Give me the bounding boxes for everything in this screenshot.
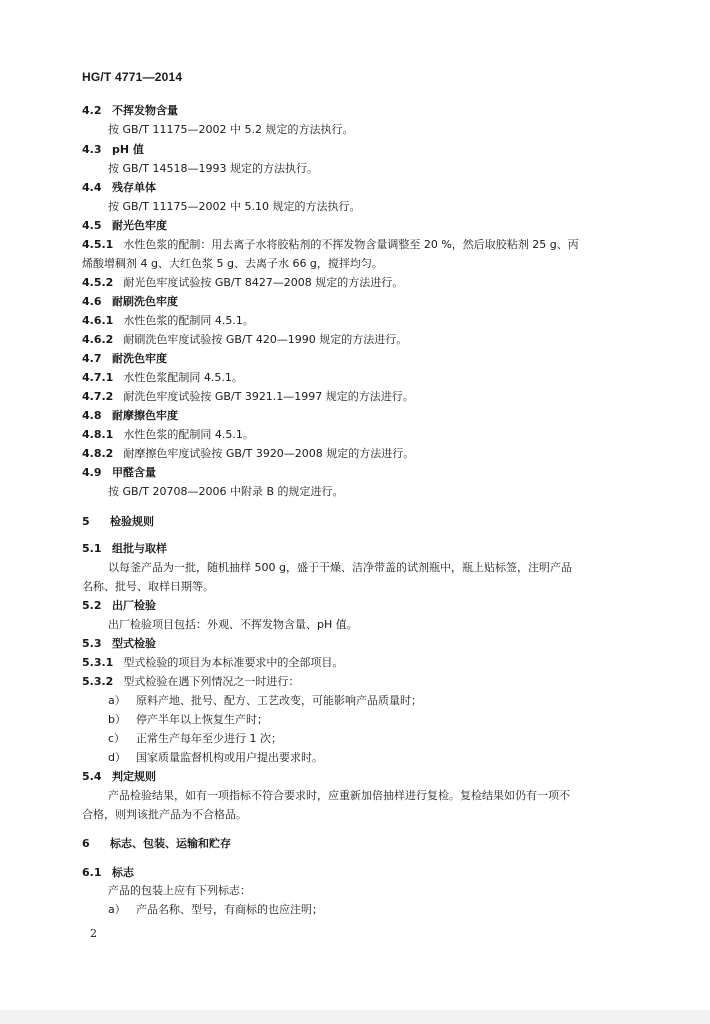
- list-marker: c）: [108, 732, 126, 745]
- clause-5-3-2: [82, 675, 299, 689]
- list-item: [108, 694, 422, 708]
- list-item: [108, 903, 323, 917]
- heading-5-4: [82, 770, 156, 784]
- heading-number: 6.1: [82, 866, 102, 879]
- heading-number: 5.3: [82, 637, 102, 650]
- clause-text: 水性色浆的配制同 4.5.1。: [123, 428, 254, 441]
- list-text: 国家质量监督机构或用户提出要求时。: [136, 751, 323, 764]
- clause-4-5-2: [82, 276, 403, 290]
- clause-4-5-1: [82, 238, 579, 252]
- clause-4-8-2: [82, 447, 414, 461]
- list-marker: a）: [108, 903, 126, 916]
- paragraph: 产品检验结果，如有一项指标不符合要求时，应重新加倍抽样进行复检。复检结果如仍有一项不: [108, 789, 570, 802]
- heading-5-2: [82, 599, 156, 613]
- heading-number: 4.4: [82, 181, 102, 194]
- heading-4-9: [82, 466, 156, 480]
- page-number: 2: [90, 927, 97, 940]
- clause-number: 4.8.1: [82, 428, 114, 441]
- paragraph: 出厂检验项目包括：外观、不挥发物含量、pH 值。: [108, 618, 358, 631]
- heading-title: 耐摩擦色牢度: [112, 409, 178, 422]
- clause-5-3-1: [82, 656, 343, 670]
- heading-4-3: [82, 143, 144, 157]
- list-item: [108, 732, 282, 746]
- heading-number: 4.2: [82, 104, 102, 117]
- heading-5-3: [82, 637, 156, 651]
- clause-number: 4.5.2: [82, 276, 114, 289]
- clause-text: 水性色浆的配制同 4.5.1。: [123, 314, 254, 327]
- paragraph: 以每釜产品为一批，随机抽样 500 g，盛于干燥、洁净带盖的试剂瓶中，瓶上贴标签，注明产品: [108, 561, 572, 574]
- heading-4-7: [82, 352, 167, 366]
- clause-number: 5.3.2: [82, 675, 114, 688]
- paragraph-continuation: 名称、批号、取样日期等。: [82, 580, 214, 593]
- clause-number: 4.5.1: [82, 238, 114, 251]
- list-text: 产品名称、型号，有商标的也应注明；: [136, 903, 323, 916]
- clause-continuation: 烯酸增稠剂 4 g、大红色浆 5 g、去离子水 66 g，搅拌均匀。: [82, 257, 383, 270]
- page-bottom-band: [0, 1010, 710, 1024]
- heading-number: 4.5: [82, 219, 102, 232]
- heading-4-6: [82, 295, 178, 309]
- heading-number: 5.1: [82, 542, 102, 555]
- heading-number: 5.4: [82, 770, 102, 783]
- clause-number: 4.6.1: [82, 314, 114, 327]
- clause-text: 水性色浆配制同 4.5.1。: [123, 371, 243, 384]
- paragraph: 按 GB/T 11175—2002 中 5.10 规定的方法执行。: [108, 200, 361, 213]
- heading-title: 耐刷洗色牢度: [112, 295, 178, 308]
- list-marker: a）: [108, 694, 126, 707]
- heading-number: 4.6: [82, 295, 102, 308]
- heading-number: 5: [82, 515, 90, 528]
- clause-text: 型式检验在遇下列情况之一时进行：: [123, 675, 300, 688]
- clause-number: 4.7.1: [82, 371, 114, 384]
- clause-text: 耐刷洗色牢度试验按 GB/T 420—1990 规定的方法进行。: [123, 333, 408, 346]
- heading-title: 检验规则: [110, 515, 154, 528]
- clause-number: 5.3.1: [82, 656, 114, 669]
- list-item: [108, 713, 268, 727]
- heading-title: 耐洗色牢度: [112, 352, 167, 365]
- heading-title: 组批与取样: [112, 542, 167, 555]
- heading-number: 4.7: [82, 352, 102, 365]
- paragraph: 按 GB/T 14518—1993 规定的方法执行。: [108, 162, 318, 175]
- heading-title: 判定规则: [112, 770, 156, 783]
- heading-number: 4.3: [82, 143, 102, 156]
- clause-text: 耐光色牢度试验按 GB/T 8427—2008 规定的方法进行。: [123, 276, 404, 289]
- paragraph: 产品的包装上应有下列标志：: [108, 884, 251, 897]
- list-text: 停产半年以上恢复生产时；: [136, 713, 268, 726]
- list-text: 正常生产每年至少进行 1 次；: [136, 732, 282, 745]
- list-item: [108, 751, 323, 765]
- heading-6: [82, 837, 231, 851]
- clause-4-8-1: [82, 428, 254, 442]
- list-marker: d）: [108, 751, 126, 764]
- list-text: 原料产地、批号、配方、工艺改变，可能影响产品质量时；: [136, 694, 422, 707]
- clause-text: 耐洗色牢度试验按 GB/T 3921.1—1997 规定的方法进行。: [123, 390, 414, 403]
- clause-text: 型式检验的项目为本标准要求中的全部项目。: [123, 656, 344, 669]
- clause-text: 耐摩擦色牢度试验按 GB/T 3920—2008 规定的方法进行。: [123, 447, 415, 460]
- clause-4-6-2: [82, 333, 407, 347]
- heading-4-4: [82, 181, 156, 195]
- heading-4-2: [82, 104, 178, 118]
- heading-title: 型式检验: [112, 637, 156, 650]
- clause-text: 水性色浆的配制：用去离子水将胶粘剂的不挥发物含量调整至 20 %，然后取胶粘剂 25 g、丙: [123, 238, 579, 251]
- heading-5-1: [82, 542, 167, 556]
- clause-number: 4.7.2: [82, 390, 114, 403]
- clause-4-6-1: [82, 314, 254, 328]
- clause-number: 4.8.2: [82, 447, 114, 460]
- heading-number: 4.9: [82, 466, 102, 479]
- heading-title: 耐光色牢度: [112, 219, 167, 232]
- heading-4-8: [82, 409, 178, 423]
- heading-title: 甲醛含量: [112, 466, 156, 479]
- clause-4-7-1: [82, 371, 243, 385]
- heading-title: 标志: [112, 866, 134, 879]
- heading-5: [82, 515, 154, 529]
- heading-title: 标志、包装、运输和贮存: [110, 837, 231, 850]
- paragraph: 按 GB/T 20708—2006 中附录 B 的规定进行。: [108, 485, 344, 498]
- paragraph-continuation: 合格，则判该批产品为不合格品。: [82, 808, 247, 821]
- heading-4-5: [82, 219, 167, 233]
- paragraph: 按 GB/T 11175—2002 中 5.2 规定的方法执行。: [108, 123, 354, 136]
- heading-title: 出厂检验: [112, 599, 156, 612]
- heading-number: 6: [82, 837, 90, 850]
- clause-4-7-2: [82, 390, 414, 404]
- clause-number: 4.6.2: [82, 333, 114, 346]
- heading-6-1: [82, 866, 134, 880]
- standard-code: HG/T 4771—2014: [82, 70, 183, 84]
- heading-number: 4.8: [82, 409, 102, 422]
- heading-number: 5.2: [82, 599, 102, 612]
- list-marker: b）: [108, 713, 126, 726]
- heading-title: 残存单体: [112, 181, 156, 194]
- heading-title: pH 值: [112, 143, 144, 156]
- heading-title: 不挥发物含量: [112, 104, 178, 117]
